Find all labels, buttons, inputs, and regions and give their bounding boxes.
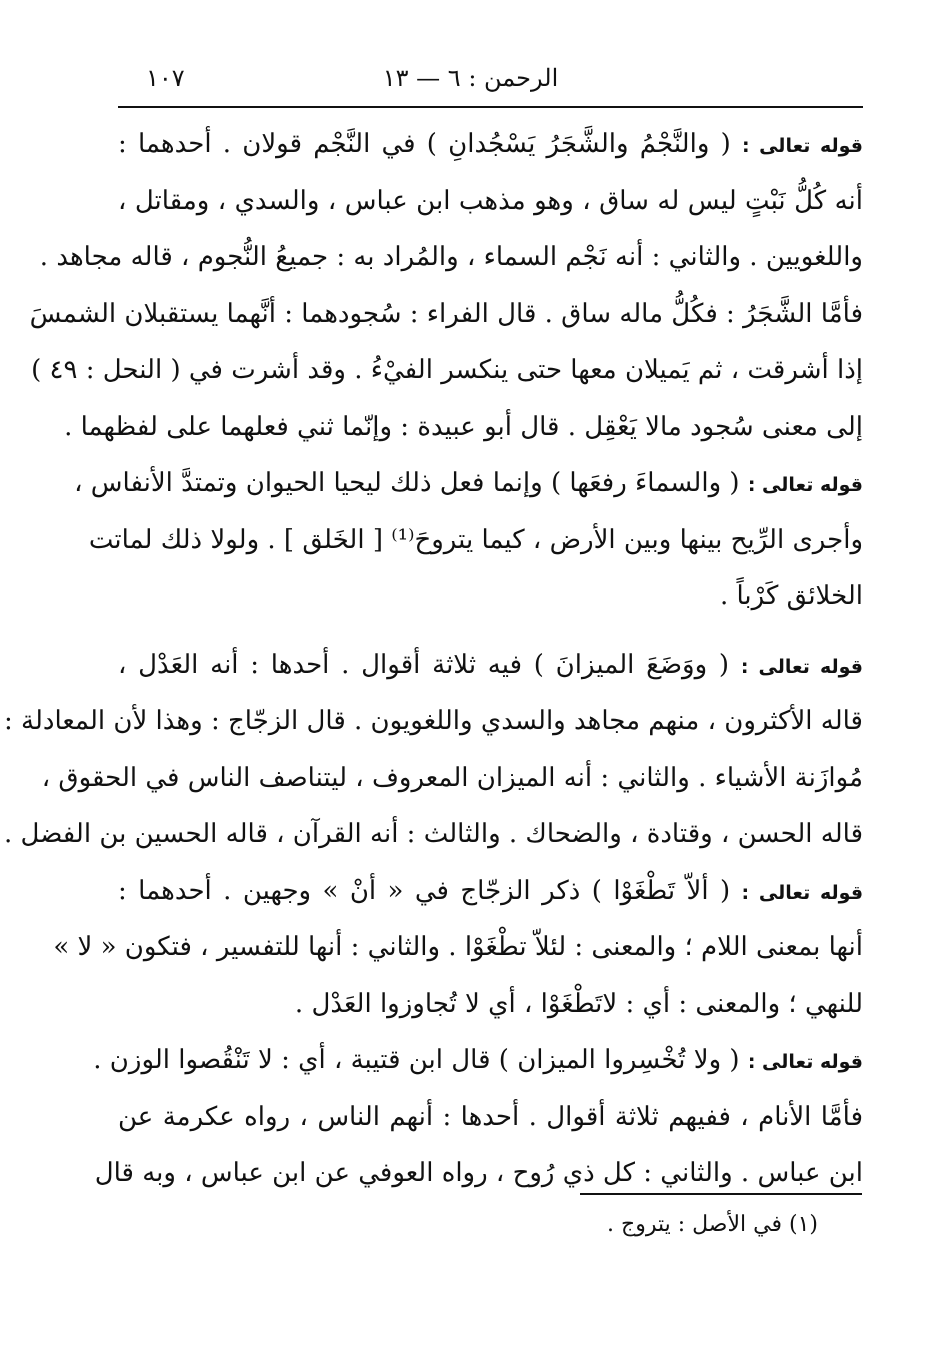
text-line: مُوازَنة الأشياء . والثاني : أنه الميزان المعروف ، ليتناصف الناس في الحقوق ،: [41, 762, 863, 793]
line-text: ( والنَّجْمُ والشَّجَرُ يَسْجُدانِ ) في النَّجْم قولان . أحدهما :: [118, 129, 731, 159]
text-line: [118, 863, 863, 920]
text-line: واللغويين . والثاني : أنه نَجْم السماء ، والمُراد به : جميعُ النُّجوم ، قاله مجاهد .: [39, 242, 863, 272]
line-text: ( ولا تُخْسِروا الميزان ) قال ابن قتيبة ، أي : لا تَنْقُصوا الوزن .: [93, 1045, 740, 1075]
verse-keyword: قوله تعالى :: [740, 655, 864, 678]
verse-keyword: قوله تعالى :: [747, 1051, 863, 1073]
line-text: ( ألاّ تَطْغَوْا ) ذكر الزجّاج في « أنْ » وجهين . أحدهما :: [118, 875, 731, 906]
text-line: إذا أشرقت ، ثم يَميلان معها حتى ينكسر الفيْءُ . وقد أشرت في ( النحل : ٤٩ ): [31, 355, 863, 385]
page-header: [118, 60, 863, 102]
footnote-rule: [580, 1193, 862, 1195]
body-text: [3, 116, 864, 1202]
text-line: فأمَّا الأنام ، ففيهم ثلاثة أقوال . أحدها : أنهم الناس ، رواه عكرمة عن: [118, 1101, 863, 1132]
line-text: ( والسماءَ رفعَها ) وإنما فعل ذلك ليحيا الحيوان وتمتدَّ الأنفاس ،: [74, 468, 740, 498]
text-line: [93, 1032, 863, 1089]
text-line: وأجرى الرِّيح بينها وبين الأرض ، كيما يتروحَ⁽¹⁾ [ الخَلق ] . ولولا ذلك لماتت: [88, 524, 863, 555]
text-line: قاله الأكثرون ، منهم مجاهد والسدي واللغويون . قال الزجّاج : وهذا لأن المعادلة :: [3, 706, 863, 736]
header-rule: [118, 106, 863, 108]
text-line: الخلائق كَرْباً .: [719, 581, 863, 611]
text-line: فأمَّا الشَّجَرُ : فكُلُّ ماله ساق . قال الفراء : سُجودهما : أنَّهما يستقبلان الشمسَ: [29, 298, 863, 329]
running-title: الرحمن : ٦ — ١٣: [382, 64, 559, 92]
verse-keyword: قوله تعالى :: [741, 881, 864, 904]
line-text: ( ووَضَعَ الميزانَ ) فيه ثلاثة أقوال . أحدها : أنه العَدْل ،: [118, 649, 730, 680]
text-line: قاله الحسن ، وقتادة ، والضحاك . والثالث : أنه القرآن ، قاله الحسين بن الفضل .: [4, 819, 863, 849]
text-line: [118, 116, 863, 173]
text-line: [118, 637, 863, 694]
text-line: للنهي ؛ والمعنى : أي : لاتَطْغَوْا ، أي لا تُجاوزوا العَدْل .: [294, 988, 863, 1019]
verse-keyword: قوله تعالى :: [747, 474, 863, 496]
text-line: أنه كُلُّ نَبْتٍ ليس له ساق ، وهو مذهب ابن عباس ، والسدي ، ومقاتل ،: [118, 185, 863, 216]
text-line: [74, 455, 863, 512]
page-number: ١٠٧: [146, 64, 185, 92]
text-line: أنها بمعنى اللام ؛ والمعنى : لئلاّ تطْغَوْا . والثاني : أنها للتفسير ، فتكون « لا »: [53, 932, 863, 962]
text-line: ابن عباس . والثاني : كل ذي رُوح ، رواه العوفي عن ابن عباس ، وبه قال: [94, 1158, 863, 1188]
footnote: (١) في الأصل : يتروج .: [607, 1212, 818, 1237]
verse-keyword: قوله تعالى :: [741, 135, 863, 157]
text-line: إلى معنى سُجود مالا يَعْقِل . قال أبو عبيدة : وإنّما ثني فعلهما على لفظهما .: [64, 411, 863, 442]
